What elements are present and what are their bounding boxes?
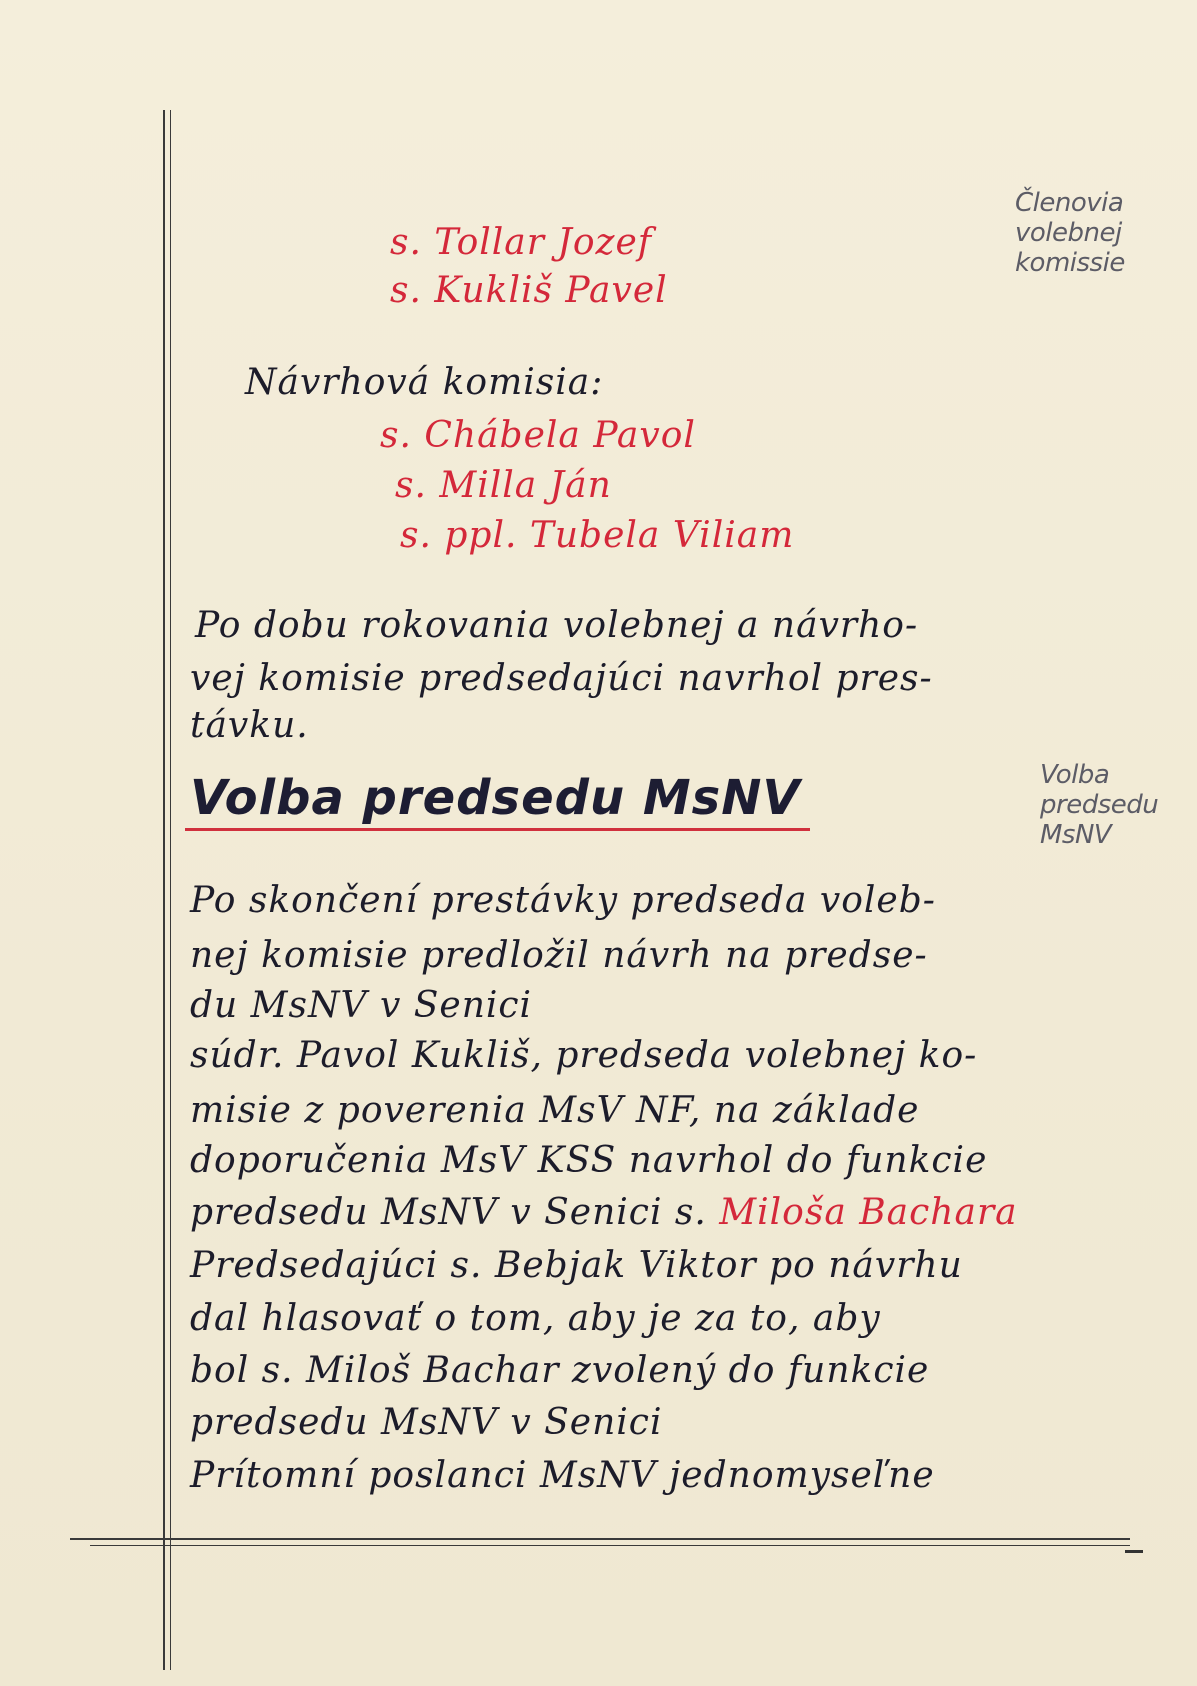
heading-underline <box>185 828 810 831</box>
margin-rule-vertical-inner <box>170 110 171 1670</box>
paragraph-text: predsedu MsNV v Senici s. <box>190 1192 707 1233</box>
paragraph-line: predsedu MsNV v Senici <box>190 1402 663 1443</box>
margin-note-election-committee <box>1015 188 1125 278</box>
paragraph-line: Po dobu rokovania volebnej a návrho- <box>195 605 919 646</box>
paragraph-line: Predsedajúci s. Bebjak Viktor po návrhu <box>190 1245 963 1286</box>
section-heading: Volba predsedu MsNV <box>190 770 801 826</box>
highlighted-name: Miloša Bachara <box>719 1192 1018 1233</box>
paragraph-line: súdr. Pavol Kukliš, predseda volebnej ko- <box>190 1035 978 1076</box>
committee-member: s. Tollar Jozef <box>390 222 653 263</box>
paragraph-line: Po skončení prestávky predseda voleb- <box>190 880 936 921</box>
margin-note-line: Volba <box>1040 760 1110 790</box>
paragraph-line: vej komisie predsedajúci navrhol pres- <box>190 658 933 699</box>
paragraph-line-with-name <box>190 1192 1018 1233</box>
paragraph-line: dal hlasovať o tom, aby je za to, aby <box>190 1298 881 1339</box>
proposal-committee-label: Návrhová komisia: <box>245 362 604 403</box>
proposal-committee-member: s. ppl. Tubela Viliam <box>400 515 795 556</box>
paragraph-line: doporučenia MsV KSS navrhol do funkcie <box>190 1140 988 1181</box>
paragraph-line: Prítomní poslanci MsNV jednomyseľne <box>190 1455 935 1496</box>
committee-member: s. Kukliš Pavel <box>390 270 668 311</box>
paragraph-line: misie z poverenia MsV NF, na základe <box>190 1090 920 1131</box>
margin-rule-vertical <box>163 110 165 1670</box>
margin-note-line: volebnej <box>1015 218 1122 248</box>
margin-note-line: predsedu <box>1040 790 1159 820</box>
proposal-committee-member: s. Milla Ján <box>395 465 612 506</box>
page-end-dash <box>1125 1550 1143 1553</box>
bottom-rule <box>70 1538 1130 1540</box>
margin-note-chairman-election <box>1040 760 1158 850</box>
proposal-committee-member: s. Chábela Pavol <box>380 415 696 456</box>
margin-note-line: komissie <box>1015 248 1125 278</box>
paragraph-line: nej komisie predložil návrh na predse- <box>190 935 928 976</box>
paragraph-line: du MsNV v Senici <box>190 985 533 1026</box>
margin-note-line: MsNV <box>1040 820 1112 850</box>
bottom-rule-inner <box>90 1545 1130 1546</box>
paragraph-line: távku. <box>190 705 309 746</box>
paragraph-line: bol s. Miloš Bachar zvolený do funkcie <box>190 1350 930 1391</box>
margin-note-line: Členovia <box>1015 188 1124 218</box>
